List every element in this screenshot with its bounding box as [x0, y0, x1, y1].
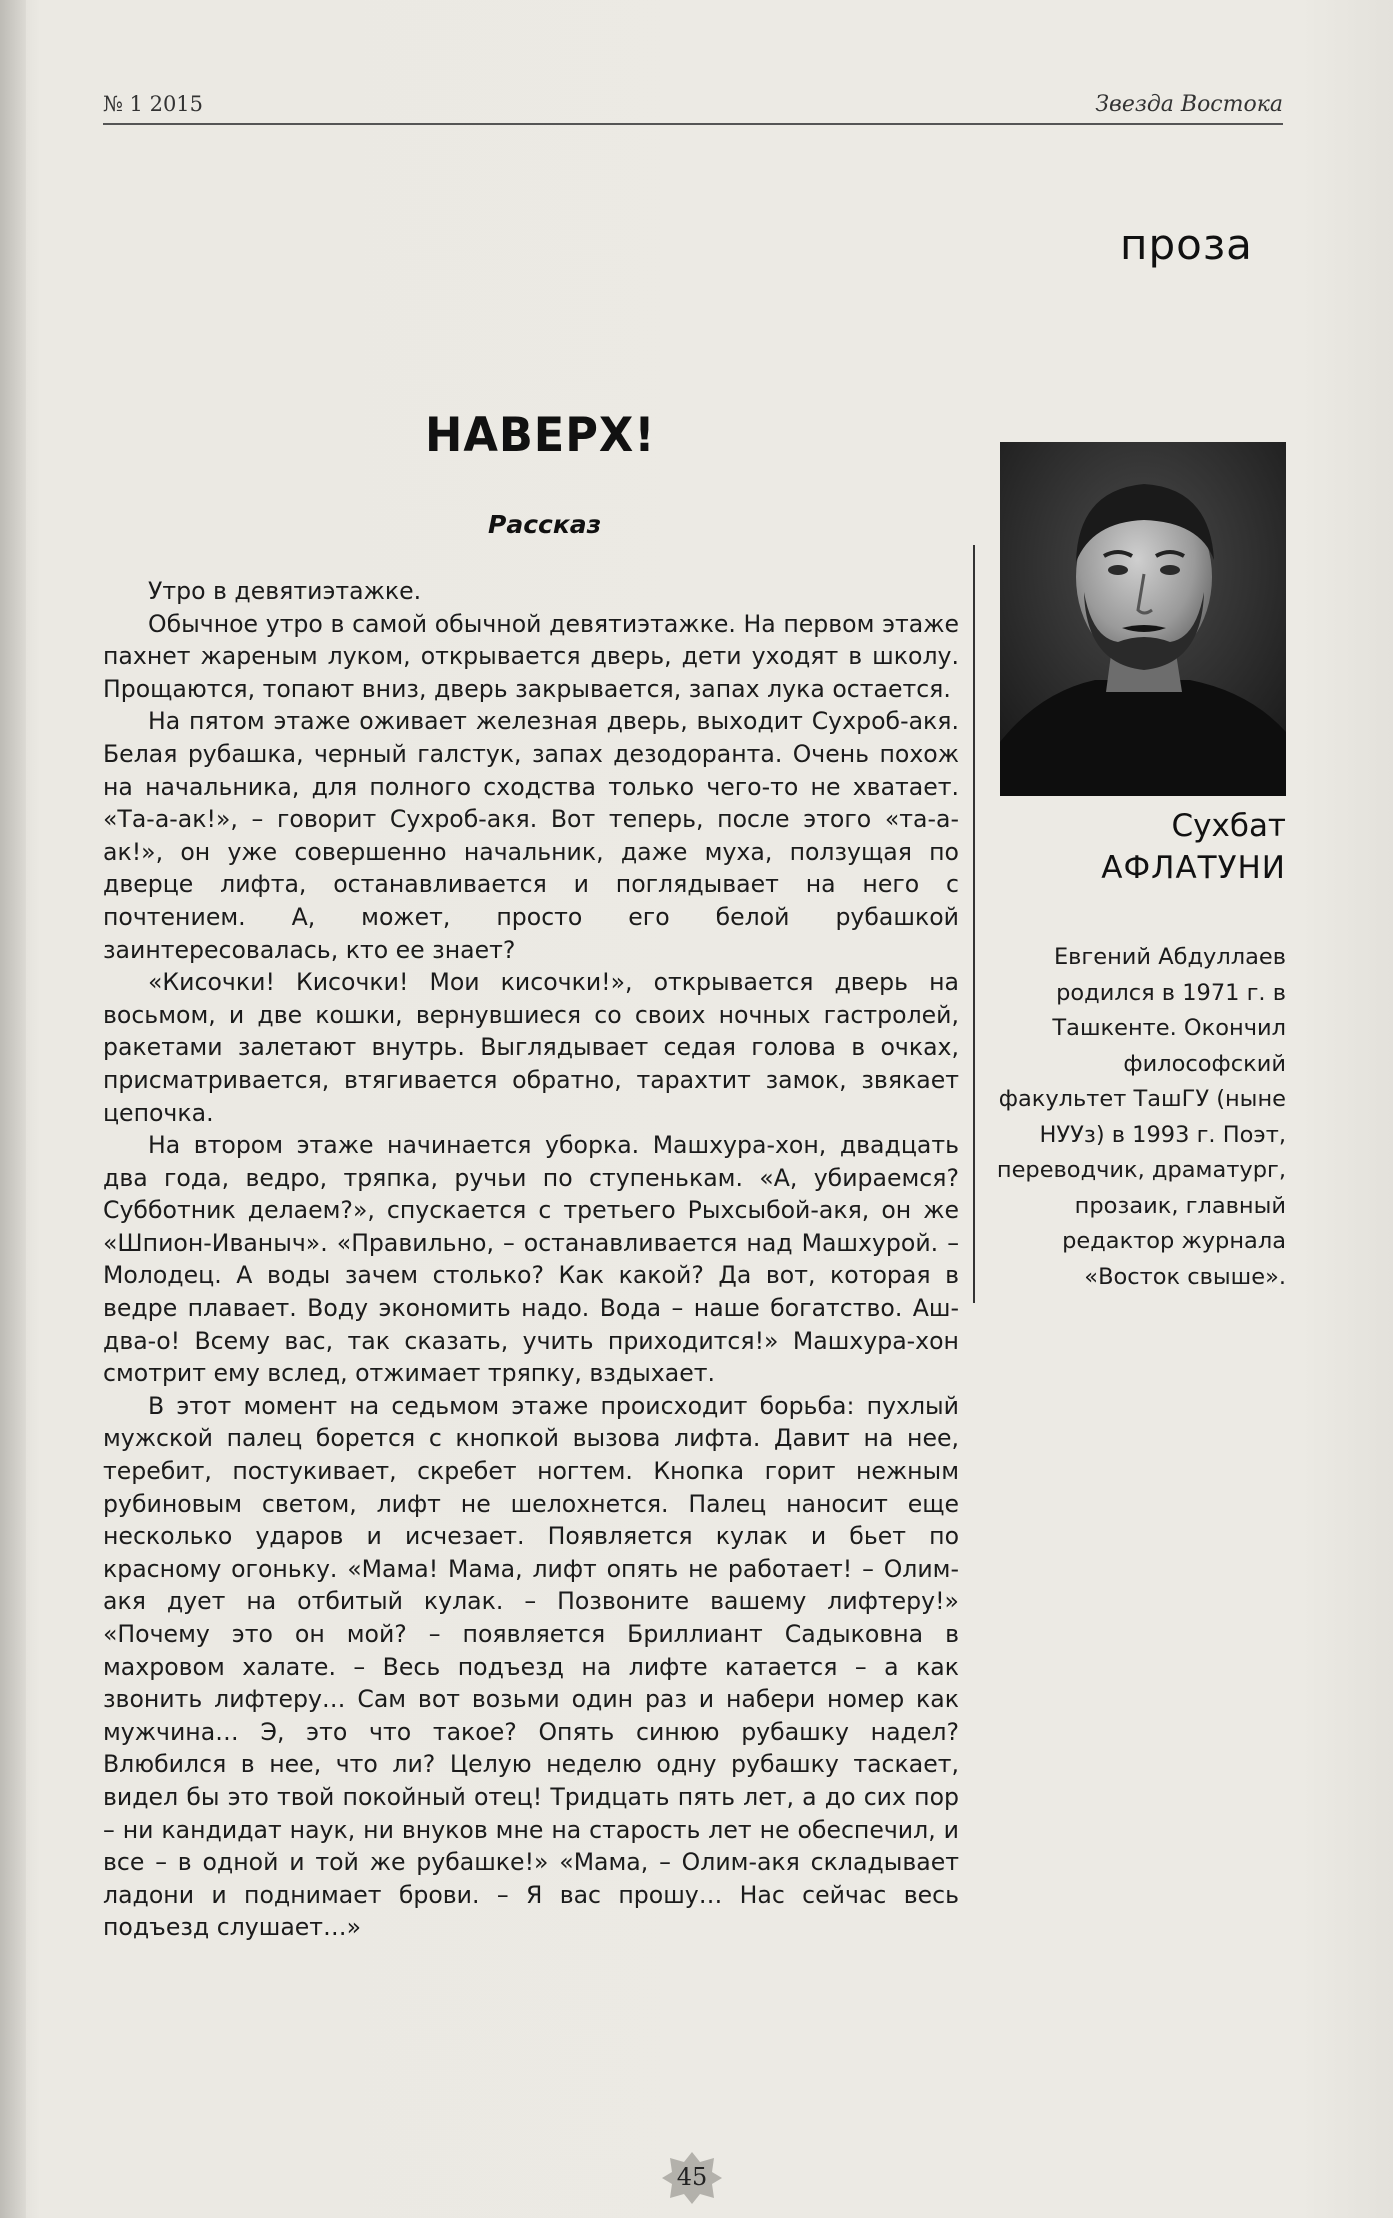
article-subtitle: Рассказ: [488, 510, 602, 539]
page-spine-shadow: [0, 0, 26, 2218]
section-label: проза: [1120, 220, 1253, 269]
article-title: НАВЕРХ!: [425, 408, 656, 463]
paragraph: В этот момент на седьмом этаже происходит борьба: пухлый мужской палец борется с кнопкой вызова лифта. Давит на нее, теребит, постукивает, скребет ногтем. Кнопка горит нежным рубиновым светом, лифт не шелохнется. Палец наносит еще несколько ударов и исчезает. Появляется кулак и бьет по красному огоньку. «Мама! Мама, лифт опять не работает! – Олим-акя дует на отбитый кулак. – Позвоните вашему лифтеру!» «Почему это он мой? – появляется Бриллиант Садыковна в махровом халате. – Весь подъезд на лифте катается – а как звонить лифтеру… Сам вот возьми один раз и набери номер как мужчина… Э, это что такое? Опять синюю рубашку надел? Влюбился в нее, что ли? Целую неделю одну рубашку таскает, видел бы это твой покойный отец! Тридцать пять лет, а до сих пор – ни кандидат наук, ни внуков мне на старость лет не обеспечил, и все – в одной и той же рубашке!» «Мама, – Олим-акя складывает ладони и поднимает брови. – Я вас прошу… Нас сейчас весь подъезд слушает…»: [103, 1391, 959, 1942]
page-number: 45: [676, 2163, 708, 2191]
issue-number: № 1 2015: [103, 92, 204, 116]
author-last-name: АФЛАТУНИ: [1101, 850, 1286, 886]
header-rule: [103, 123, 1283, 125]
journal-title: Звезда Востока: [1095, 92, 1283, 117]
paragraph: Утро в девятиэтажке.: [148, 577, 422, 605]
author-photo: [1000, 442, 1286, 796]
paragraph: Обычное утро в самой обычной девятиэтажке. На первом этаже пахнет жареным луком, открывается дверь, дети уходят в школу. Прощаются, топают вниз, дверь закрывается, запах лука остается.: [103, 609, 959, 703]
paragraph: На пятом этаже оживает железная дверь, выходит Сухроб-акя. Белая рубашка, черный галстук, запах дезодоранта. Очень похож на начальника, для полного сходства только чего-то не хватает. «Та-а-ак!», – говорит Сухроб-акя. Вот теперь, после этого «та-а-ак!», он уже совершенно начальник, даже муха, ползущая по дверце лифта, останавливается и поглядывает на него с почтением. А, может, просто его белой рубашкой заинтересовалась, кто ее знает?: [103, 707, 959, 964]
paragraph: «Кисочки! Кисочки! Мои кисочки!», открывается дверь на восьмом, и две кошки, вернувшиеся со своих ночных гастролей, ракетами залетают внутрь. Выглядывает седая голова в очках, присматривается, втягивается обратно, тарахтит замок, звякает цепочка.: [103, 968, 959, 1127]
article-body: [103, 575, 959, 1944]
author-bio: Евгений Абдуллаев родился в 1971 г. в Ташкенте. Окончил философский факультет ТашГУ (ныне НУУз) в 1993 г. Поэт, переводчик, драматург, прозаик, главный редактор журнала «Восток свыше».: [996, 944, 1286, 1290]
author-first-name: Сухбат: [1171, 808, 1286, 844]
page-number-badge: [660, 2150, 724, 2206]
column-divider: [973, 545, 975, 1303]
paragraph: На втором этаже начинается уборка. Машхура-хон, двадцать два года, ведро, тряпка, ручьи по ступенькам. «А, убираемся? Субботник делаем?», спускается с третьего Рыхсыбой-акя, он же «Шпион-Иваныч». «Правильно, – останавливается над Машхурой. – Молодец. А воды зачем столько? Как какой? Да вот, которая в ведре плавает. Воду экономить надо. Вода – наше богатство. Аш-два-о! Всему вас, так сказать, учить приходится!» Машхура-хон смотрит ему вслед, отжимает тряпку, вздыхает.: [103, 1131, 959, 1388]
